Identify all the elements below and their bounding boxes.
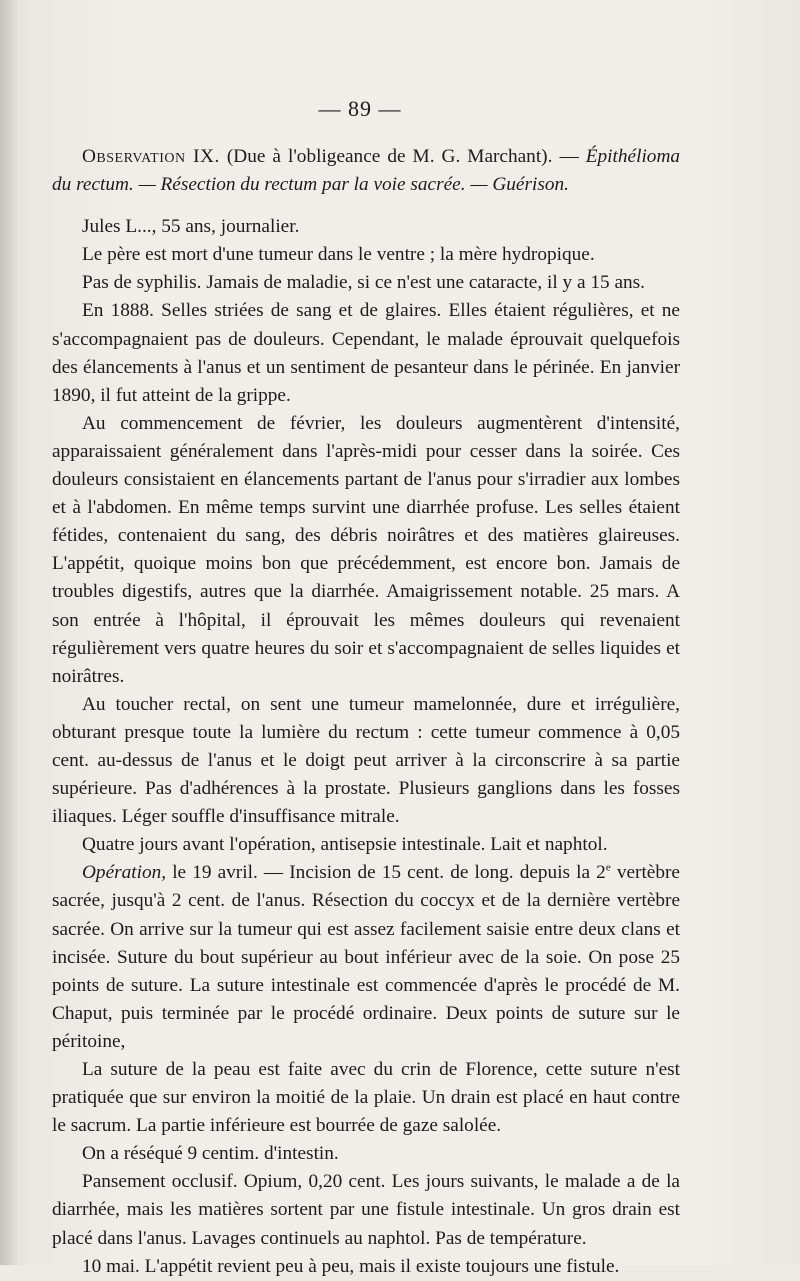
paragraph: Au commencement de février, les douleurs augmentèrent d'intensité, apparaissaient généralement dans l'après-midi pour cesser dans la soirée. Ces douleurs consistaient en élancements partant de l'anus pour s'irradier aux lombes et à l'abdomen. En même temps survint une diarrhée profuse. Les selles étaient fétides, contenaient du sang, des débris noirâtres et des matières glaireuses. L'appétit, quoique moins bon que précédemment, est encore bon. Jamais de troubles digestifs, autres que la diarrhée. Amaigrissement notable. 25 mars. A son entrée à l'hôpital, il éprouvait les mêmes douleurs qui revenaient régulièrement vers quatre heures du soir et s'accompagnaient de selles liquides et noirâtres. [52, 412, 680, 687]
paragraph: Le père est mort d'une tumeur dans le ventre ; la mère hydropique. [82, 244, 595, 266]
observation-text [52, 143, 680, 1281]
paragraph: 10 mai. L'appétit revient peu à peu, mais il existe toujours une fistule. [82, 1255, 620, 1277]
operation-text-b: vertèbre sacrée, jusqu'à 2 cent. de l'anus. Résection du coccyx et de la dernière vertèbre sacrée. On arrive sur la tumeur qui est assez facilement saisie entre deux clans et incisée. Suture du bout supérieur au bout inférieur avec de la soie. On pose 25 points de suture. La suture intestinale est commencée d'après le procédé de M. Chaput, puis terminée par le procédé ordinaire. Deux points de suture sur le péritoine, [52, 862, 680, 1052]
page-edge-shadow [0, 0, 18, 1265]
ordinal-superscript: e [605, 861, 611, 874]
paragraph: Quatre jours avant l'opération, antisepsie intestinale. Lait et naphtol. [82, 834, 608, 856]
paragraph: Pas de syphilis. Jamais de maladie, si ce n'est une cataracte, il y a 15 ans. [82, 272, 645, 294]
paragraph: Jules L..., 55 ans, journalier. [82, 216, 300, 238]
heading-dash: — [559, 146, 579, 167]
paragraph: Au toucher rectal, on sent une tumeur mamelonnée, dure et irrégulière, obturant presque toute la lumière du rectum : cette tumeur commence à 0,05 cent. au-dessus de l'anus et le doigt peut arriver à la circonscrire à sa partie supérieure. Pas d'adhérences à la prostate. Plusieurs ganglions dans les fosses iliaques. Léger souffle d'insuffisance mitrale. [52, 693, 680, 828]
paragraph: Pansement occlusif. Opium, 0,20 cent. Les jours suivants, le malade a de la diarrhée, mais les matières sortent par une fistule intestinale. Un gros drain est placé dans l'anus. Lavages continuels au naphtol. Pas de température. [52, 1171, 680, 1249]
observation-heading [52, 143, 680, 199]
page-number: — 89 — [318, 96, 402, 121]
operation-label: Opération, [82, 862, 167, 884]
paragraph: En 1888. Selles striées de sang et de glaires. Elles étaient régulières, et ne s'accompagnaient pas de douleurs. Cependant, le malade éprouvait quelquefois des élancements à l'anus et un sentiment de pesanteur dans le périnée. En janvier 1890, il fut atteint de la grippe. [52, 300, 680, 406]
operation-paragraph [52, 859, 680, 1056]
observation-credit: (Due à l'obligeance de M. G. Marchant). [226, 146, 553, 167]
observation-title: Épithélioma du rectum. — Résection du rectum par la voie sacrée. — Guérison. [52, 146, 681, 196]
operation-text-a: le 19 avril. — Incision de 15 cent. de long. depuis la 2 [166, 862, 606, 884]
paragraph: La suture de la peau est faite avec du crin de Florence, cette suture n'est pratiquée que sur environ la moitié de la plaie. Un drain est placé en haut contre le sacrum. La partie inférieure est bourrée de gaze salolée. [52, 1059, 680, 1137]
paragraph: On a réséqué 9 centim. d'intestin. [82, 1143, 339, 1165]
observation-label: Observation IX. [82, 146, 220, 167]
